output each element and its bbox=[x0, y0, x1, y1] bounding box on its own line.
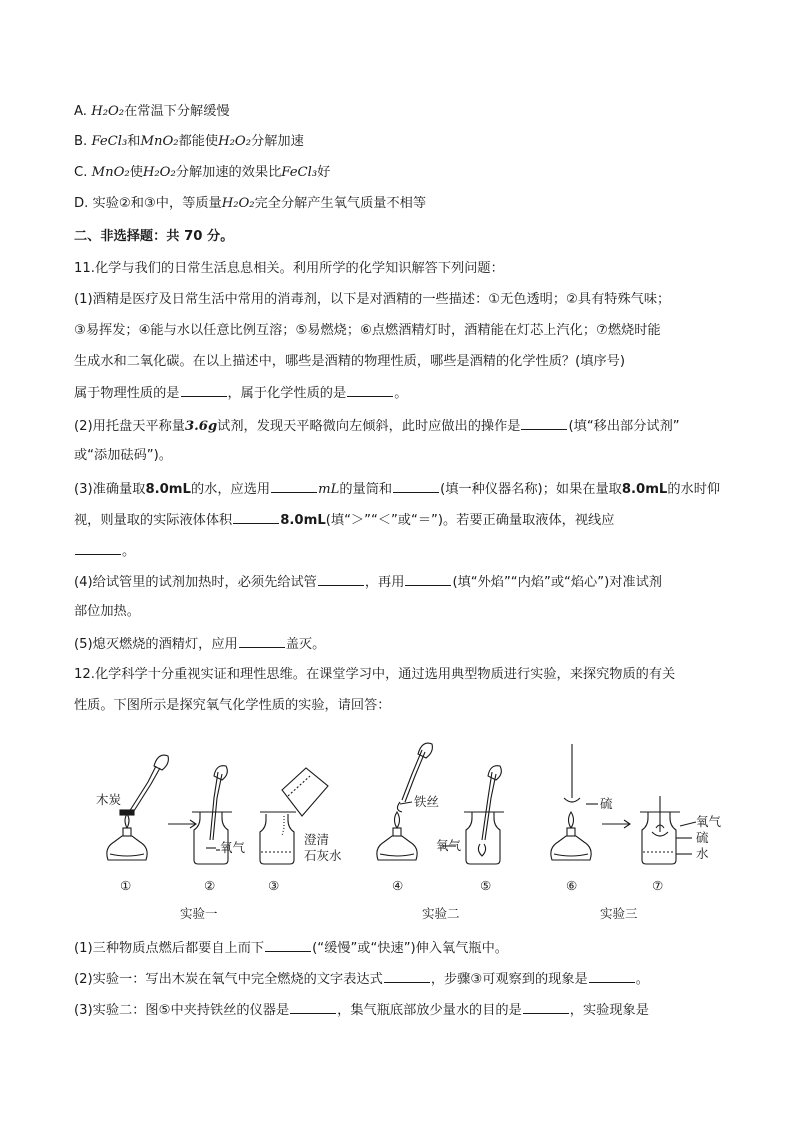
q12-stem-line1: 12.化学科学十分重视实证和理性思维。在课堂学习中，通过选用典型物质进行实验，来探究物质的有关 bbox=[74, 667, 676, 682]
label-sulfur-2: 硫 bbox=[696, 830, 709, 845]
step-6: ⑥ bbox=[566, 878, 578, 893]
formula-h2o2: H₂O₂ bbox=[91, 104, 125, 119]
label-oxygen-3: 氧气 bbox=[696, 814, 722, 829]
answer-blank[interactable] bbox=[347, 384, 393, 397]
option-c: C. MnO₂使H₂O₂分解加速的效果比FeCl₃好 bbox=[74, 165, 331, 180]
q11-p4-line2: 部位加热。 bbox=[74, 604, 140, 619]
q12-sub1: (1)三种物质点燃后都要自上而下 (“缓慢”或“快速”)伸入氧气瓶中。 bbox=[74, 941, 508, 956]
answer-blank[interactable] bbox=[265, 939, 311, 952]
q11-p4-line1: (4)给试管里的试剂加热时，必须先给试管 ，再用 (填“外焰”“内焰”或“焰心”)对准试剂 bbox=[74, 575, 662, 590]
alcohol-lamp-1 bbox=[107, 814, 147, 860]
label-iron-wire: 铁丝 bbox=[414, 794, 440, 809]
step-3: ③ bbox=[268, 878, 280, 893]
answer-blank[interactable] bbox=[75, 542, 121, 555]
label-charcoal: 木炭 bbox=[96, 792, 122, 807]
step-2: ② bbox=[204, 878, 216, 893]
answer-blank[interactable] bbox=[384, 970, 430, 983]
q12-sub2: (2)实验一：写出木炭在氧气中完全燃烧的文字表达式 ，步骤③可观察到的现象是 。 bbox=[74, 972, 649, 987]
answer-blank[interactable] bbox=[393, 480, 439, 493]
q11-p5: (5)熄灭燃烧的酒精灯，应用 盖灭。 bbox=[74, 637, 326, 652]
q11-p3-line3: 。 bbox=[74, 542, 135, 560]
label-limewater-2: 石灰水 bbox=[304, 848, 342, 863]
gas-bottle-7 bbox=[640, 796, 680, 864]
q12-sub3: (3)实验二：图⑤中夹持铁丝的仪器是 ，集气瓶底部放少量水的目的是 ，实验现象是 bbox=[74, 1003, 649, 1018]
q11-p1-line4: 属于物理性质的是 ，属于化学性质的是 。 bbox=[74, 386, 408, 401]
q11-p3-line1: (3)准确量取8.0mL的水，应选用 mL的量筒和 (填一种仪器名称)；如果在量取8.0mL的水时仰 bbox=[74, 482, 721, 497]
oxygen-experiment-figure bbox=[96, 736, 736, 926]
group-experiment-1: 实验一 bbox=[180, 906, 218, 921]
tongs-1 bbox=[129, 766, 156, 812]
q11-p1-line2: ③易挥发；④能与水以任意比例互溶；⑤易燃烧；⑥点燃酒精灯时，酒精能在灯芯上汽化；⑦燃烧时能 bbox=[74, 323, 661, 338]
label-oxygen-2: 氧气 bbox=[436, 838, 462, 853]
label-oxygen: 氧气 bbox=[220, 840, 246, 855]
label-water: 水 bbox=[696, 846, 709, 861]
q11-p1-line1: (1)酒精是医疗及日常生活中常用的消毒剂，以下是对酒精的一些描述：①无色透明；②具有特殊气味； bbox=[74, 292, 671, 307]
label-sulfur: 硫 bbox=[600, 796, 613, 811]
answer-blank[interactable] bbox=[233, 511, 279, 524]
answer-blank[interactable] bbox=[271, 480, 317, 493]
alcohol-lamp-6 bbox=[551, 812, 591, 860]
gas-bottle-5 bbox=[464, 812, 504, 864]
q11-stem: 11.化学与我们的日常生活息息相关。利用所学的化学知识解答下列问题： bbox=[74, 261, 504, 276]
q11-p2-line1: (2)用托盘天平称量3.6g试剂，发现天平略微向左倾斜，此时应做出的操作是 (填“移出部分试剂” bbox=[74, 419, 680, 434]
limewater-bottle-3 bbox=[260, 812, 296, 864]
answer-blank[interactable] bbox=[521, 417, 567, 430]
step-5: ⑤ bbox=[480, 878, 492, 893]
beaker-3 bbox=[282, 768, 328, 816]
q11-p2-line2: 或“添加砝码”)。 bbox=[74, 448, 172, 463]
tongs-4 bbox=[402, 750, 422, 800]
option-b: B. FeCl₃和MnO₂都能使H₂O₂分解加速 bbox=[74, 134, 304, 149]
answer-blank[interactable] bbox=[290, 1001, 336, 1014]
step-4: ④ bbox=[392, 878, 404, 893]
answer-blank[interactable] bbox=[318, 573, 364, 586]
option-d: D. 实验②和③中，等质量H₂O₂完全分解产生氧气质量不相等 bbox=[74, 196, 427, 211]
answer-blank[interactable] bbox=[405, 573, 451, 586]
charcoal-piece bbox=[120, 810, 134, 815]
step-1: ① bbox=[120, 878, 132, 893]
label-limewater-1: 澄清 bbox=[304, 832, 330, 847]
answer-blank[interactable] bbox=[523, 1001, 569, 1014]
answer-blank[interactable] bbox=[589, 970, 635, 983]
group-experiment-2: 实验二 bbox=[422, 906, 460, 921]
section-heading: 二、非选择题：共 70 分。 bbox=[74, 229, 234, 244]
answer-blank[interactable] bbox=[239, 635, 285, 648]
hand-1 bbox=[154, 755, 168, 770]
q11-p1-line3: 生成水和二氧化碳。在以上描述中，哪些是酒精的物理性质，哪些是酒精的化学性质？(填序号) bbox=[74, 354, 625, 369]
q11-p3-line2: 视，则量取的实际液体体积 8.0mL(填“＞”“＜”或“＝”)。若要正确量取液体，视线应 bbox=[74, 513, 615, 528]
option-a: A. H₂O₂在常温下分解缓慢 bbox=[74, 104, 230, 119]
q12-stem-line2: 性质。下图所示是探究氧气化学性质的实验，请回答： bbox=[74, 698, 391, 713]
step-7: ⑦ bbox=[652, 878, 664, 893]
answer-blank[interactable] bbox=[181, 384, 227, 397]
group-experiment-3: 实验三 bbox=[600, 906, 638, 921]
alcohol-lamp-4 bbox=[377, 812, 417, 860]
